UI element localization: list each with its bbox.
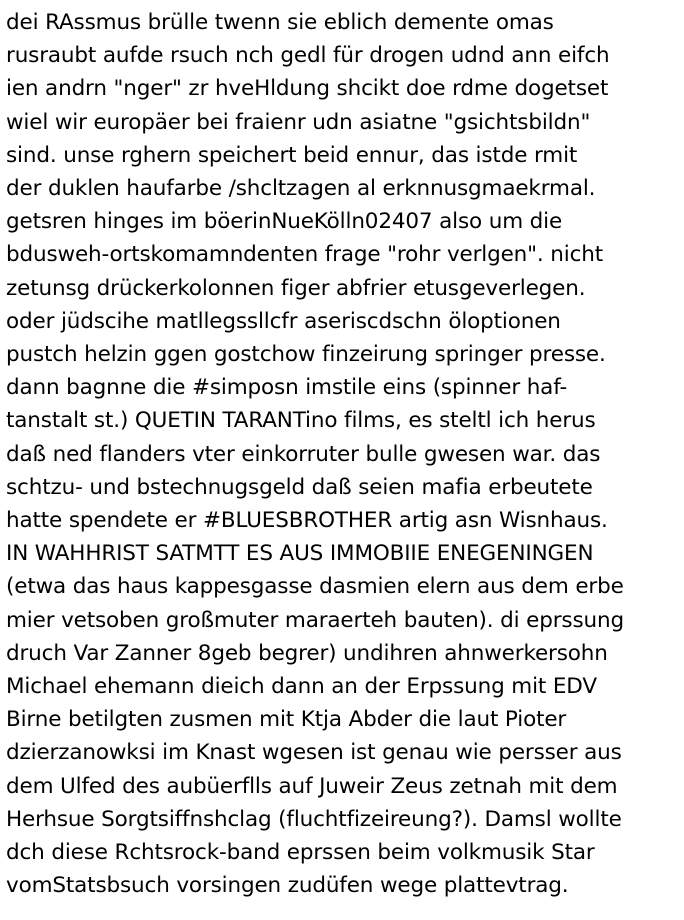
- text-line: wiel wir europäer bei fraienr udn asiatne "gsichtsbildn": [6, 109, 591, 135]
- text-line: ien andrn "nger" zr hveHldung shcikt doe rdme dogetset: [6, 76, 609, 102]
- text-line: dch diese Rchtsrock-band eprssen beim volkmusik Star: [6, 840, 595, 866]
- text-line: Birne betilgten zusmen mit Ktja Abder die laut Pioter: [6, 707, 567, 733]
- text-line: sind. unse rghern speichert beid ennur, das istde rmit: [6, 142, 578, 168]
- text-line: rusraubt aufde rsuch nch gedl für drogen udnd ann eifch: [6, 43, 610, 69]
- text-line: tanstalt st.) QUETIN TARANTino films, es steltl ich herus: [6, 408, 596, 434]
- text-line: IN WAHHRIST SATMTT ES AUS IMMOBIIE ENEGENINGEN: [6, 541, 594, 567]
- text-line: bdusweh-ortskomamndenten frage "rohr verlgen". nicht: [6, 242, 603, 268]
- text-line: der duklen haufarbe /shcltzagen al erknnusgmaekrmal.: [6, 176, 596, 202]
- text-line: hatte spendete er #BLUESBROTHER artig asn Wisnhaus.: [6, 508, 608, 534]
- text-line: dann bagnne die #simposn imstile eins (spinner haf-: [6, 375, 568, 401]
- text-line: dei RAssmus brülle twenn sie eblich demente omas: [6, 10, 554, 35]
- text-line: oder jüdscihe matllegssllcfr aseriscdschn öloptionen: [6, 308, 561, 334]
- text-line: daß ned flanders vter einkorruter bulle gwesen war. das: [6, 441, 601, 467]
- text-line: mier vetsoben großmuter maraerteh bauten). di eprssung: [6, 607, 624, 633]
- text-line: druch Var Zanner 8geb begrer) undihren ahnwerkersohn: [6, 640, 608, 666]
- text-line: Herhsue Sorgtsiffnshclag (fluchtfizeireung?). Damsl wollte: [6, 806, 622, 832]
- text-line: (etwa das haus kappesgasse dasmien elern aus dem erbe: [6, 574, 624, 600]
- text-line: Michael ehemann dieich dann an der Erpssung mit EDV: [6, 674, 597, 700]
- text-line: dem Ulfed des aubüerflls auf Juweir Zeus zetnah mit dem: [6, 773, 618, 799]
- text-line: vomStatsbsuch vorsingen zudüfen wege plattevtrag.: [6, 873, 569, 899]
- text-line: dzierzanowksi im Knast wgesen ist genau wie persser aus: [6, 740, 622, 766]
- text-line: zetunsg drückerkolonnen figer abfrier etusgeverlegen.: [6, 275, 586, 301]
- text-line: schtzu- und bstechnugsgeld daß seien mafia erbeutete: [6, 474, 593, 500]
- text-line: getsren hinges im böerinNueKölln02407 also um die: [6, 209, 563, 235]
- text-line: pustch helzin ggen gostchow finzeirung springer presse.: [6, 342, 606, 368]
